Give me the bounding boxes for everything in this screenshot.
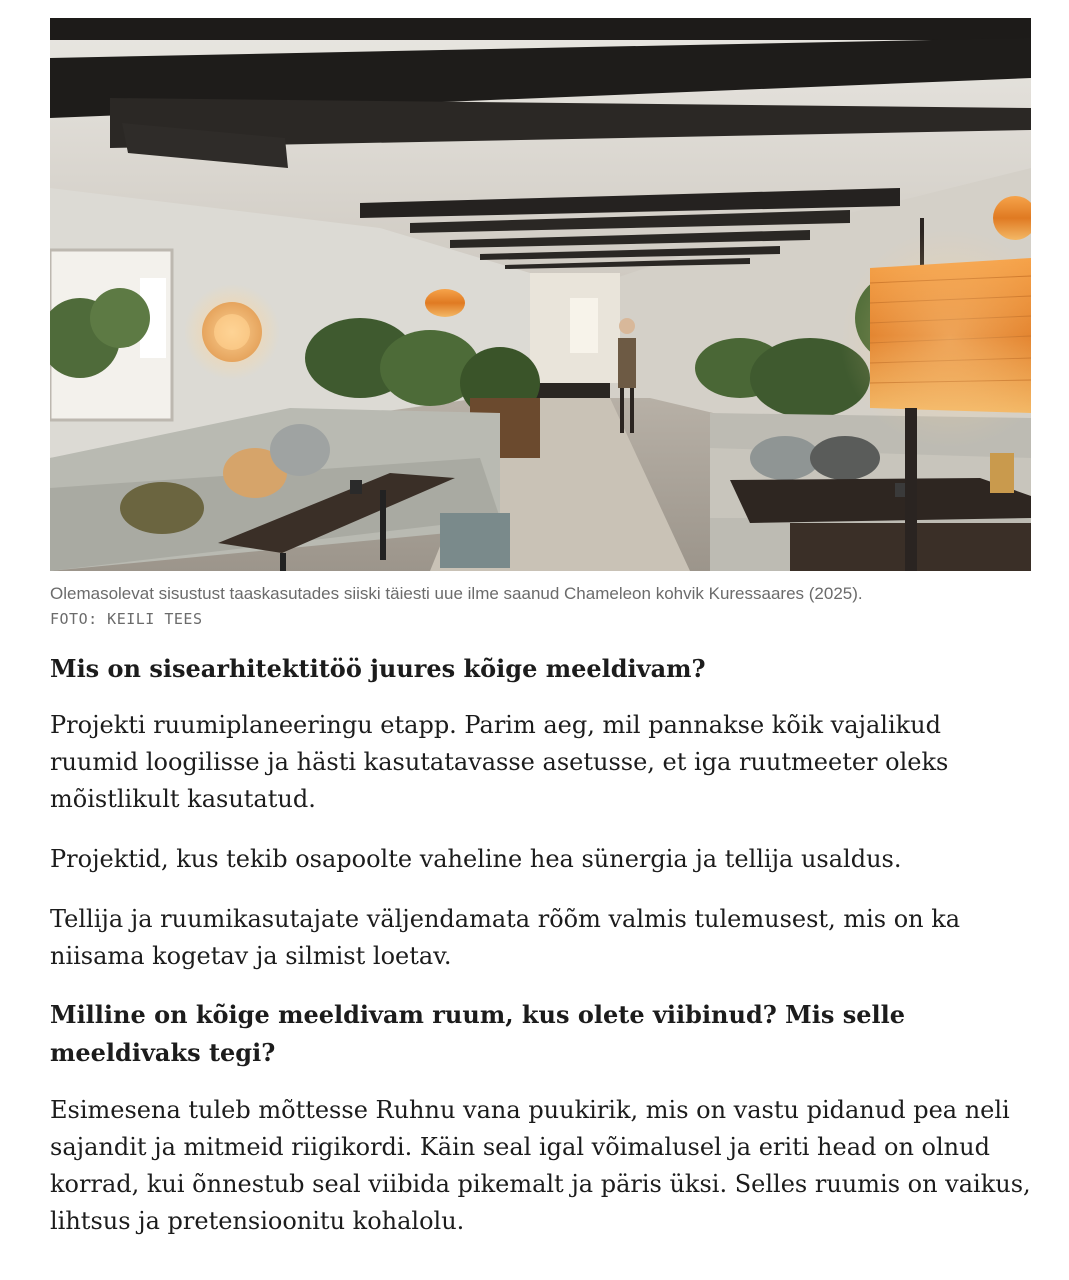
photo-credit: FOTO: KEILI TEES bbox=[50, 610, 203, 628]
question-heading-2: Milline on kõige meeldivam ruum, kus olete viibinud? Mis selle meeldivaks tegi? bbox=[50, 1000, 905, 1067]
answer-paragraph-1: Projekti ruumiplaneeringu etapp. Parim aeg, mil pannakse kõik vajalikud ruumid loogilisse ja hästi kasutatavasse asetusse, et iga ruutmeeter oleks mõistlikult kasutatud. bbox=[50, 711, 949, 813]
article-body bbox=[50, 18, 1031, 1240]
answer-paragraph-3: Tellija ja ruumikasutajate väljendamata rõõm valmis tulemusest, mis on ka niisama kogetav ja silmist loetav. bbox=[50, 905, 961, 970]
article-photo bbox=[50, 18, 1031, 571]
answer-paragraph-4: Esimesena tuleb mõttesse Ruhnu vana puukirik, mis on vastu pidanud pea neli sajandit ja mitmeid riigikordi. Käin seal igal võimalusel ja eriti head on olnud korrad, kui õnnestub seal viibida pikemalt ja päris üksi. Selles ruumis on vaikus, lihtsus ja pretensioonitu kohalolu. bbox=[50, 1096, 1031, 1235]
answer-paragraph-2: Projektid, kus tekib osapoolte vaheline hea sünergia ja tellija usaldus. bbox=[50, 845, 902, 873]
question-heading-1: Mis on sisearhitektitöö juures kõige meeldivam? bbox=[50, 654, 706, 683]
photo-caption: Olemasolevat sisustust taaskasutades siiski täiesti uue ilme saanud Chameleon kohvik Kuressaares (2025). bbox=[50, 584, 863, 603]
